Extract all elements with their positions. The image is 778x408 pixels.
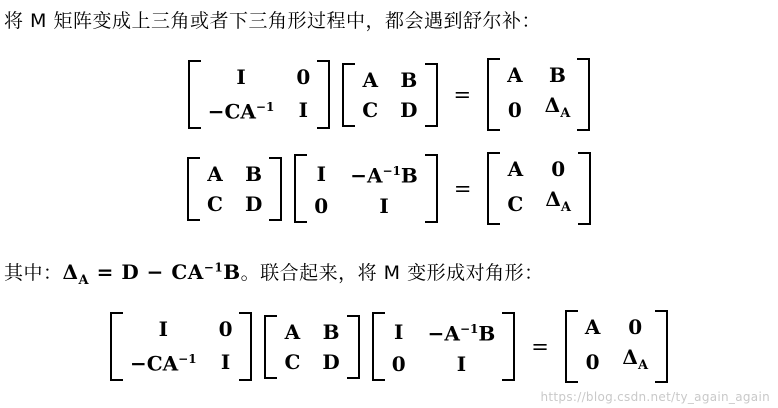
matrix-cell: I	[220, 349, 231, 374]
equation-2	[0, 152, 778, 225]
equals-sign: =	[531, 334, 549, 359]
matrix-grid	[121, 312, 242, 381]
matrix-cell: $\Delta_A$	[545, 187, 571, 215]
bracket-right	[504, 312, 515, 381]
matrix-m	[264, 315, 359, 379]
definition-suffix: 。联合起来，将 M 变形成对角形：	[240, 262, 544, 284]
matrix-cell: 0	[314, 193, 329, 218]
matrix-cell: 0	[551, 157, 566, 181]
schur-complement-definition	[4, 258, 544, 288]
equals-sign: =	[453, 82, 472, 107]
matrix-cell: A	[362, 67, 378, 92]
bracket-left	[294, 154, 305, 223]
matrix-cell: C	[207, 191, 223, 216]
matrix-cell: B	[400, 67, 418, 92]
bracket-left	[565, 310, 576, 383]
matrix-cell: $-A^{-1}B$	[427, 321, 496, 346]
matrix-cell: I	[456, 351, 467, 376]
matrix-cell: $\Delta_A$	[622, 345, 649, 373]
matrix-grid	[198, 157, 271, 221]
matrix-cell: B	[245, 161, 263, 186]
bracket-right	[427, 154, 438, 223]
matrix-cell: C	[362, 97, 379, 122]
equation-3	[0, 310, 778, 383]
matrix-grid	[353, 63, 426, 127]
watermark: https://blog.csdn.net/ty_again_again	[540, 390, 770, 404]
matrix-cell: D	[400, 97, 418, 122]
matrix-lower-triangular	[487, 152, 591, 225]
bracket-left	[187, 157, 198, 221]
bracket-left	[342, 63, 353, 127]
matrix-cell: D	[322, 349, 340, 374]
intro-paragraph: 将 M 矩阵变成上三角或者下三角形过程中，都会遇到舒尔补：	[4, 10, 541, 32]
matrix-m	[187, 157, 282, 221]
equals-sign: =	[453, 176, 472, 201]
matrix-cell: D	[244, 191, 263, 216]
bracket-left	[264, 315, 275, 379]
matrix-grid	[383, 312, 505, 381]
bracket-left	[110, 312, 121, 381]
matrix-grid	[498, 152, 580, 225]
matrix-cell: I	[158, 317, 168, 342]
bracket-left	[487, 58, 498, 131]
matrix-cell: I	[236, 65, 246, 90]
matrix-cell: $\Delta_A$	[544, 93, 571, 121]
equation-1	[0, 58, 778, 131]
matrix-cell: I	[298, 97, 308, 122]
matrix-cell: 0	[218, 317, 233, 342]
matrix-cell: $-A^{-1}B$	[350, 163, 418, 188]
matrix-cell: A	[507, 63, 523, 87]
matrix-cell: 0	[628, 315, 643, 339]
matrix-cell: I	[394, 319, 404, 344]
definition-prefix: 其中：	[4, 262, 63, 284]
matrix-lower-unit	[110, 312, 253, 381]
matrix-m	[342, 63, 437, 127]
matrix-grid	[576, 310, 657, 383]
matrix-cell: $-CA^{-1}$	[207, 99, 275, 124]
bracket-right	[319, 60, 330, 129]
matrix-cell: A	[207, 161, 223, 186]
bracket-left	[188, 60, 199, 129]
matrix-cell: I	[316, 161, 326, 186]
matrix-cell: 0	[507, 97, 522, 122]
bracket-right	[349, 315, 360, 379]
matrix-cell: A	[584, 315, 601, 339]
matrix-cell: 0	[585, 349, 600, 374]
matrix-grid	[275, 315, 348, 379]
matrix-cell: B	[549, 63, 566, 87]
bracket-right	[241, 312, 252, 381]
matrix-cell: A	[284, 319, 301, 344]
bracket-right	[580, 152, 591, 225]
matrix-diagonal	[565, 310, 668, 383]
matrix-cell: C	[507, 191, 524, 216]
matrix-lower-unit	[188, 60, 331, 129]
matrix-cell: B	[322, 319, 340, 344]
bracket-right	[271, 157, 282, 221]
matrix-cell: I	[379, 193, 389, 218]
matrix-upper-triangular	[487, 58, 590, 131]
definition-formula: $\Delta_A = D - CA^{-1}B$	[62, 260, 241, 288]
matrix-grid	[305, 154, 427, 223]
bracket-left	[487, 152, 498, 225]
bracket-right	[427, 63, 438, 127]
matrix-cell: $-CA^{-1}$	[129, 351, 197, 376]
bracket-right	[579, 58, 590, 131]
matrix-grid	[498, 58, 579, 131]
matrix-cell: 0	[391, 351, 406, 376]
matrix-upper-unit	[294, 154, 438, 223]
matrix-cell: C	[284, 349, 301, 374]
matrix-grid	[199, 60, 320, 129]
bracket-left	[372, 312, 383, 381]
bracket-right	[657, 310, 668, 383]
matrix-cell: 0	[296, 65, 311, 90]
matrix-cell: A	[507, 157, 524, 181]
matrix-upper-unit	[372, 312, 516, 381]
